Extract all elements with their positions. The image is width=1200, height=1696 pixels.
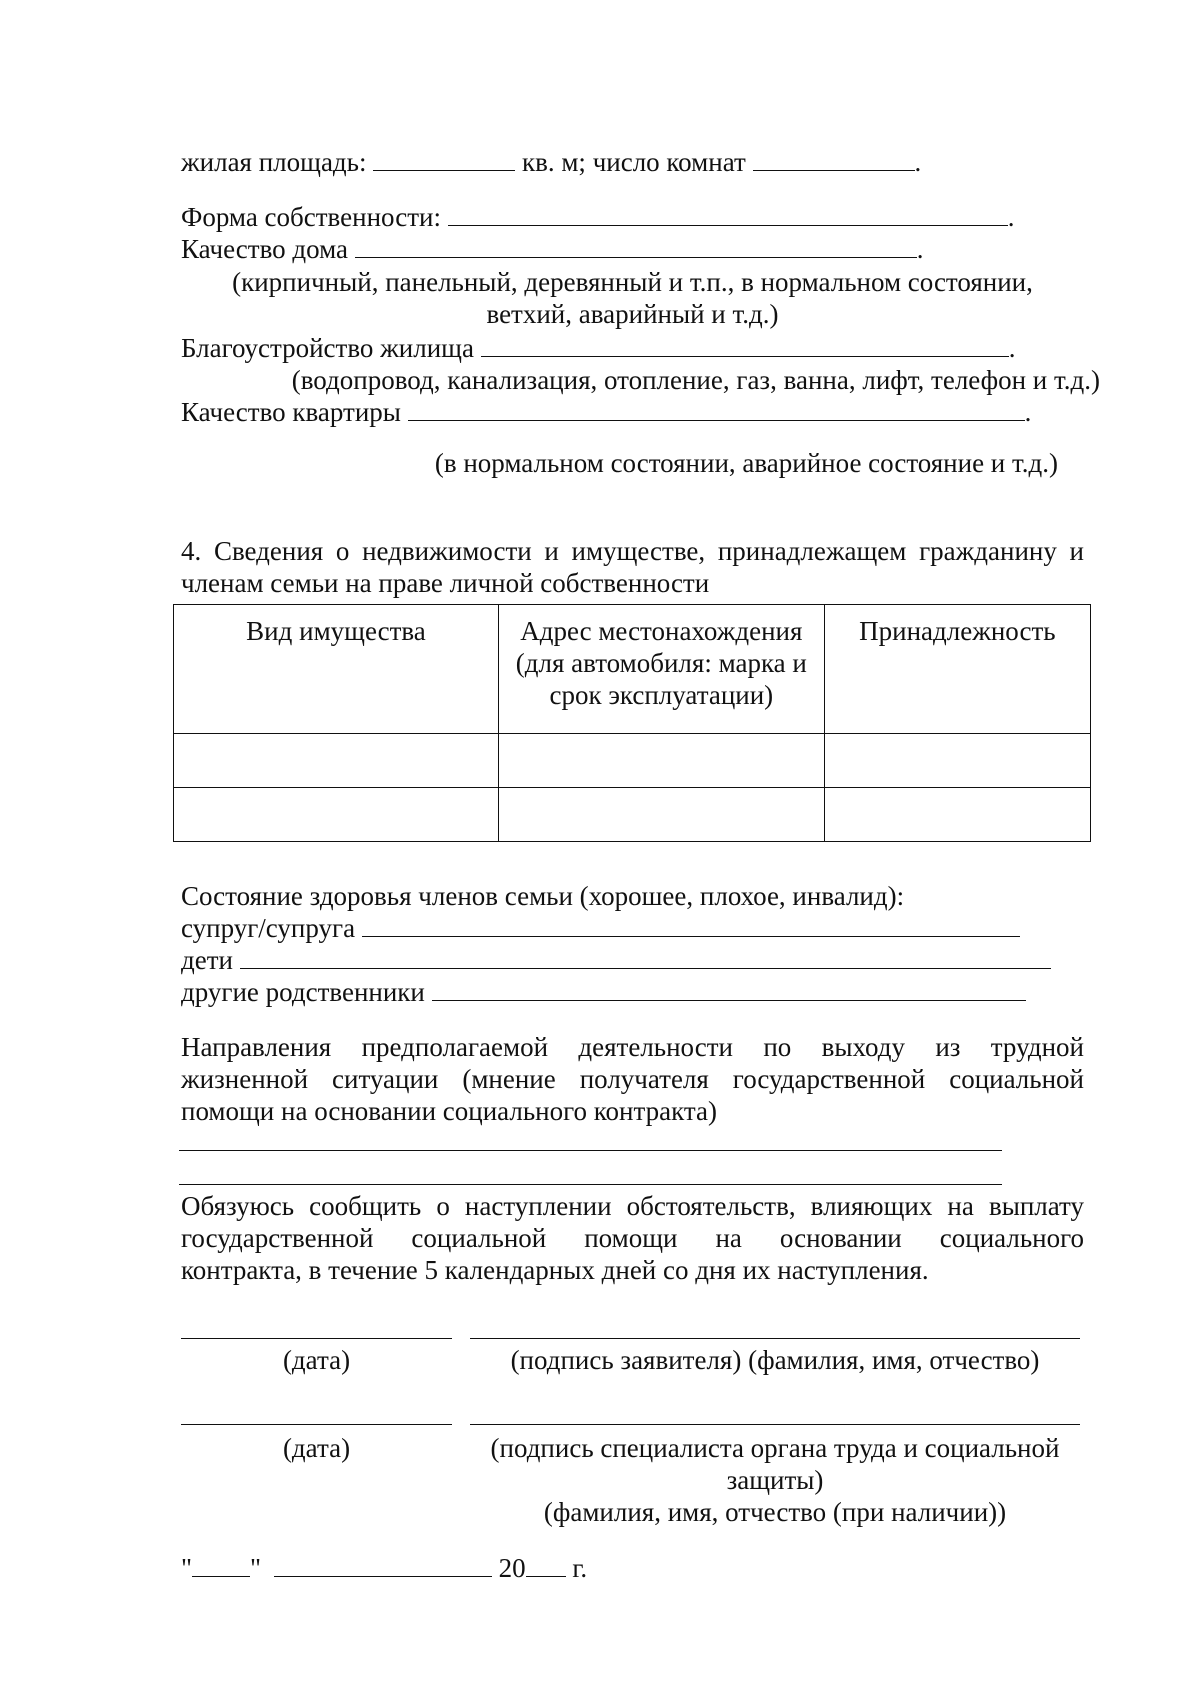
col-header-text: Вид имущества xyxy=(246,616,426,646)
activity-answer-line-1[interactable] xyxy=(179,1150,1002,1151)
specialist-caption-3: (фамилия, имя, отчество (при наличии)) xyxy=(543,1497,1007,1527)
year-field[interactable] xyxy=(526,1552,566,1577)
quote-close: " xyxy=(250,1553,262,1583)
living-area-field[interactable] xyxy=(373,146,515,171)
spouse-label: супруг/супруга xyxy=(181,913,356,943)
house-quality-label: Качество дома xyxy=(181,234,348,264)
date-caption-1: (дата) xyxy=(282,1345,351,1375)
relatives-label: другие родственники xyxy=(181,977,425,1007)
specialist-caption-2: защиты) xyxy=(726,1465,824,1495)
col-header-text: (для автомобиля: марка и xyxy=(515,648,807,678)
table-cell[interactable] xyxy=(498,788,824,842)
living-area-row: жилая площадь: кв. м; число комнат . xyxy=(181,147,922,177)
house-quality-hint-1: (кирпичный, панельный, деревянный и т.п., в нормальном состоянии, xyxy=(232,267,1033,297)
obligation-line-2: государственной социальной помощи на основании социального xyxy=(181,1223,1084,1253)
spouse-row xyxy=(181,912,1020,944)
activity-answer-line-2[interactable] xyxy=(179,1184,1002,1185)
living-area-label: жилая площадь: xyxy=(181,147,367,177)
amenities-label: Благоустройство жилища xyxy=(181,333,474,363)
col-header-ownership xyxy=(824,605,1090,734)
quote-open: " xyxy=(181,1553,193,1583)
children-field[interactable] xyxy=(240,944,1051,969)
property-table xyxy=(173,604,1091,842)
date-sign-line-2[interactable] xyxy=(181,1424,452,1425)
spouse-field[interactable] xyxy=(362,912,1020,937)
date-caption-2: (дата) xyxy=(282,1433,351,1463)
amenities-field[interactable] xyxy=(481,332,1009,357)
apartment-quality-hint: (в нормальном состоянии, аварийное состояние и т.д.) xyxy=(434,448,1058,478)
specialist-sign-line[interactable] xyxy=(470,1424,1080,1425)
footer-date-row xyxy=(181,1552,587,1584)
col-header-property-type xyxy=(174,605,499,734)
specialist-caption-1: (подпись специалиста органа труда и социальной xyxy=(490,1433,1060,1463)
table-header-row xyxy=(174,605,1091,734)
children-label: дети xyxy=(181,945,233,975)
amenities-hint: (водопровод, канализация, отопление, газ, ванна, лифт, телефон и т.д.) xyxy=(291,365,1100,395)
col-header-text: срок эксплуатации) xyxy=(549,680,774,710)
health-heading: Состояние здоровья членов семьи (хорошее, плохое, инвалид): xyxy=(181,881,905,911)
obligation-line-1: Обязуюсь сообщить о наступлении обстоятельств, влияющих на выплату xyxy=(181,1191,1084,1221)
apartment-quality-field[interactable] xyxy=(408,396,1025,421)
house-quality-field[interactable] xyxy=(355,233,917,258)
relatives-row xyxy=(181,976,1026,1008)
children-row xyxy=(181,944,1051,976)
apartment-quality-label: Качество квартиры xyxy=(181,397,401,427)
apartment-quality-row: Качество квартиры . xyxy=(181,397,1032,427)
amenities-row: Благоустройство жилища . xyxy=(181,333,1016,363)
col-header-address xyxy=(498,605,824,734)
ownership-label: Форма собственности: xyxy=(181,202,441,232)
activity-line-3: помощи на основании социального контракта) xyxy=(181,1096,717,1126)
ownership-field[interactable] xyxy=(448,201,1008,226)
table-row xyxy=(174,734,1091,788)
table-cell[interactable] xyxy=(824,734,1090,788)
house-quality-row: Качество дома . xyxy=(181,234,924,264)
activity-line-2: жизненной ситуации (мнение получателя государственной социальной xyxy=(181,1064,1084,1094)
relatives-field[interactable] xyxy=(432,976,1026,1001)
year-prefix: 20 xyxy=(498,1553,526,1583)
table-cell[interactable] xyxy=(824,788,1090,842)
applicant-caption: (подпись заявителя) (фамилия, имя, отчество) xyxy=(510,1345,1040,1375)
col-header-text: Принадлежность xyxy=(859,616,1056,646)
year-suffix: г. xyxy=(572,1553,588,1583)
table-row xyxy=(174,788,1091,842)
applicant-sign-line[interactable] xyxy=(470,1338,1080,1339)
month-field[interactable] xyxy=(274,1552,492,1577)
rooms-field[interactable] xyxy=(753,146,915,171)
date-sign-line-1[interactable] xyxy=(181,1338,452,1339)
ownership-row: Форма собственности: . xyxy=(181,202,1015,232)
property-heading-line-2: членам семьи на праве личной собственности xyxy=(181,568,710,598)
property-heading-line-1: 4. Сведения о недвижимости и имуществе, принадлежащем гражданину и xyxy=(181,536,1084,566)
day-field[interactable] xyxy=(192,1552,250,1577)
sqm-rooms-label: кв. м; число комнат xyxy=(521,147,746,177)
house-quality-hint-2: ветхий, аварийный и т.д.) xyxy=(486,299,779,329)
table-cell[interactable] xyxy=(498,734,824,788)
obligation-line-3: контракта, в течение 5 календарных дней со дня их наступления. xyxy=(181,1255,929,1285)
table-cell[interactable] xyxy=(174,788,499,842)
col-header-text: Адрес местонахождения xyxy=(520,616,803,646)
table-cell[interactable] xyxy=(174,734,499,788)
activity-line-1: Направления предполагаемой деятельности по выходу из трудной xyxy=(181,1032,1084,1062)
